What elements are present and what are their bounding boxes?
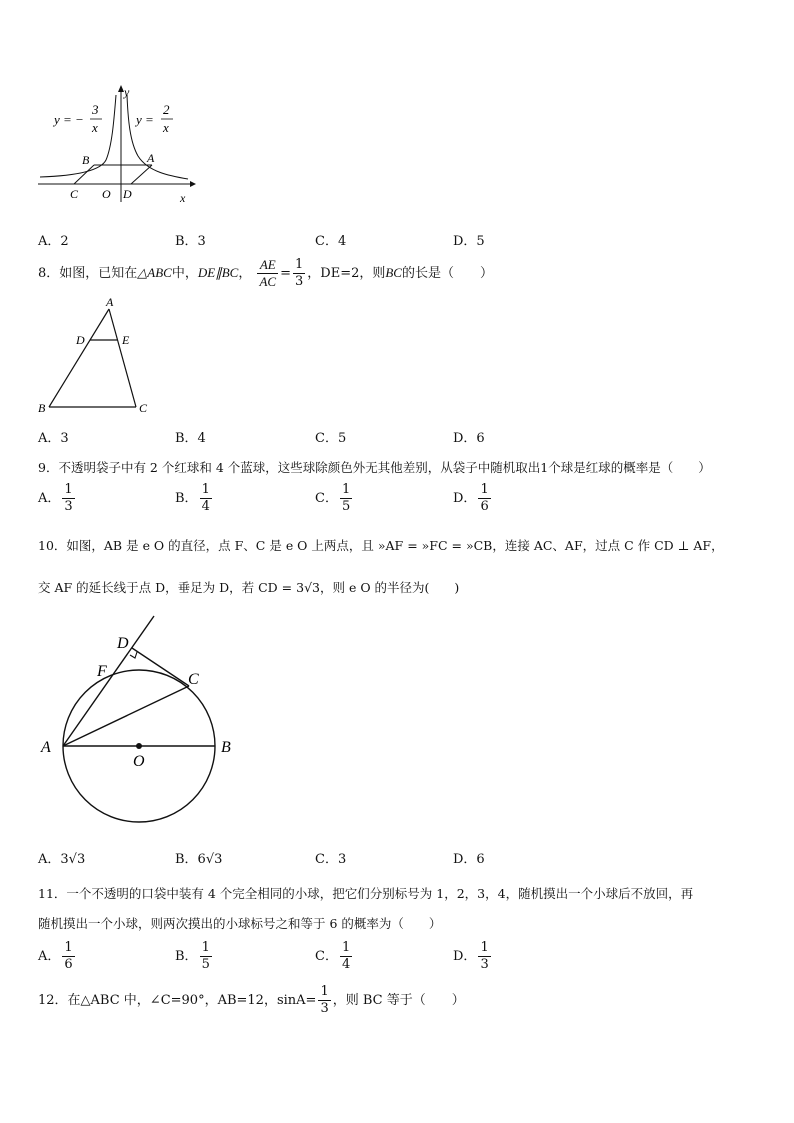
q8-option-d[interactable]: D．6	[453, 431, 485, 446]
q12-prefix: 12．在△ABC 中，∠C=90°，AB=12，sinA=	[38, 993, 317, 1008]
q9-option-d-den: 6	[480, 499, 489, 514]
q9-option-a-den: 3	[64, 499, 73, 514]
circle-a-label: A	[41, 739, 51, 756]
q9-option-c-num: 1	[341, 482, 351, 497]
q8-triangle: △ABC	[137, 265, 172, 280]
left-equation-y: y = −	[54, 112, 84, 127]
q8-bc: BC	[385, 265, 402, 280]
q7-hyperbola-figure	[30, 80, 200, 205]
circle-f-label: F	[97, 663, 107, 680]
right-equation-num: 2	[163, 102, 170, 117]
circle-b-label: B	[221, 739, 231, 756]
q11-option-a-den: 6	[64, 957, 73, 972]
q9-option-c[interactable]	[315, 482, 354, 515]
circle-c-label: C	[188, 671, 199, 688]
q8-option-c[interactable]: C．5	[315, 431, 347, 446]
q11-option-d-num: 1	[480, 940, 489, 955]
q8-question	[38, 254, 493, 293]
q9-option-a[interactable]	[38, 482, 77, 515]
q8-equals: =	[280, 266, 291, 281]
q11-option-c-num: 1	[341, 940, 351, 955]
q8-ratio-den: AC	[259, 274, 277, 289]
q9-option-d-num: 1	[480, 482, 489, 497]
left-equation-den: x	[92, 120, 98, 135]
q7-option-b[interactable]: B．3	[175, 234, 206, 249]
tri-b-label: B	[38, 401, 46, 415]
q12-question	[38, 984, 465, 1017]
q8-value-fraction	[293, 257, 305, 290]
q11-question-line1: 11．一个不透明的口袋中装有 4 个完全相同的小球，把它们分别标号为 1，2，3，4，随机摸出一个小球后不放回，再	[38, 886, 694, 901]
q11-option-b-num: 1	[201, 940, 210, 955]
q8-condition-parallel: DE∥BC	[197, 265, 239, 280]
q11-option-a[interactable]	[38, 940, 77, 973]
point-a-label: A	[147, 151, 155, 165]
q11-option-a-label: A．	[38, 949, 61, 964]
q10-option-c[interactable]: C．3	[315, 852, 347, 867]
circle-d-label: D	[117, 635, 129, 652]
q9-option-d[interactable]	[453, 482, 493, 515]
point-b-label: B	[82, 153, 90, 167]
q10-option-d[interactable]: D．6	[453, 852, 485, 867]
point-c-label: C	[70, 187, 79, 201]
q9-option-b-num: 1	[201, 482, 210, 497]
y-axis-label: y	[124, 85, 130, 99]
q9-option-a-num: 1	[64, 482, 73, 497]
q11-option-b[interactable]	[175, 940, 214, 973]
q11-option-d-den: 3	[480, 957, 489, 972]
q8-mid: 中，	[171, 266, 198, 281]
q12-sin-num: 1	[320, 984, 329, 999]
tri-a-label: A	[106, 295, 114, 309]
q7-option-c[interactable]: C．4	[315, 234, 347, 249]
q9-option-b[interactable]	[175, 482, 214, 515]
q11-option-b-den: 5	[201, 957, 210, 972]
q8-condition-de: ，DE=2，则	[307, 266, 386, 281]
q8-separator: ，	[238, 266, 252, 281]
q8-ratio-fraction	[257, 257, 278, 290]
q7-option-a[interactable]: A．2	[38, 234, 69, 249]
tri-c-label: C	[139, 401, 148, 415]
q8-option-a[interactable]: A．3	[38, 431, 69, 446]
q8-value-den: 3	[295, 274, 304, 289]
right-equation-den: x	[163, 120, 169, 135]
q8-triangle-figure	[30, 295, 160, 417]
q9-question: 9．不透明袋子中有 2 个红球和 4 个蓝球，这些球除颜色外无其他差别，从袋子中随机取出1个球是红球的概率是（ ）	[38, 460, 711, 475]
x-axis-label: x	[180, 191, 186, 205]
q9-option-d-label: D．	[453, 491, 477, 506]
q10-circle-figure	[36, 612, 246, 830]
q11-option-d-label: D．	[453, 949, 477, 964]
q11-option-b-label: B．	[175, 949, 198, 964]
point-d-label: D	[123, 187, 132, 201]
q10-question-line1: 10．如图，AB 是 e O 的直径，点 F、C 是 e O 上两点，且 »AF = »FC = »CB，连接 AC、AF，过点 C 作 CD ⊥ AF，	[38, 538, 724, 553]
q12-suffix: ，则 BC 等于（ ）	[332, 993, 465, 1008]
q11-question-line2: 随机摸出一个小球，则两次摸出的小球标号之和等于 6 的概率为（ ）	[38, 916, 442, 931]
q11-option-a-num: 1	[64, 940, 73, 955]
origin-label: O	[102, 187, 111, 201]
q8-prefix: 8．如图，已知在	[38, 266, 138, 281]
q10-option-b[interactable]: B．6√3	[175, 852, 223, 867]
q7-option-d[interactable]: D．5	[453, 234, 485, 249]
q9-option-b-label: B．	[175, 491, 198, 506]
q9-option-c-label: C．	[315, 491, 338, 506]
q10-question-line2: 交 AF 的延长线于点 D，垂足为 D，若 CD = 3√3，则 e O 的半径为( )	[38, 580, 460, 595]
q8-option-b[interactable]: B．4	[175, 431, 206, 446]
q9-option-c-den: 5	[341, 499, 351, 514]
q11-option-c[interactable]	[315, 940, 354, 973]
q11-option-c-label: C．	[315, 949, 338, 964]
tri-d-label: D	[76, 333, 85, 347]
circle-center-label: O	[133, 753, 145, 770]
q11-option-d[interactable]	[453, 940, 493, 973]
q11-option-c-den: 4	[341, 957, 351, 972]
q8-value-num: 1	[295, 257, 304, 272]
tri-e-label: E	[122, 333, 130, 347]
q9-option-b-den: 4	[201, 499, 210, 514]
q12-sin-den: 3	[320, 1001, 329, 1016]
q8-suffix: 的长是（ ）	[401, 266, 493, 281]
q9-option-a-label: A．	[38, 491, 61, 506]
q8-ratio-num: AE	[257, 257, 278, 274]
q10-option-a[interactable]: A．3√3	[38, 852, 86, 867]
right-equation-y: y =	[136, 112, 154, 127]
left-equation-num: 3	[92, 102, 99, 117]
